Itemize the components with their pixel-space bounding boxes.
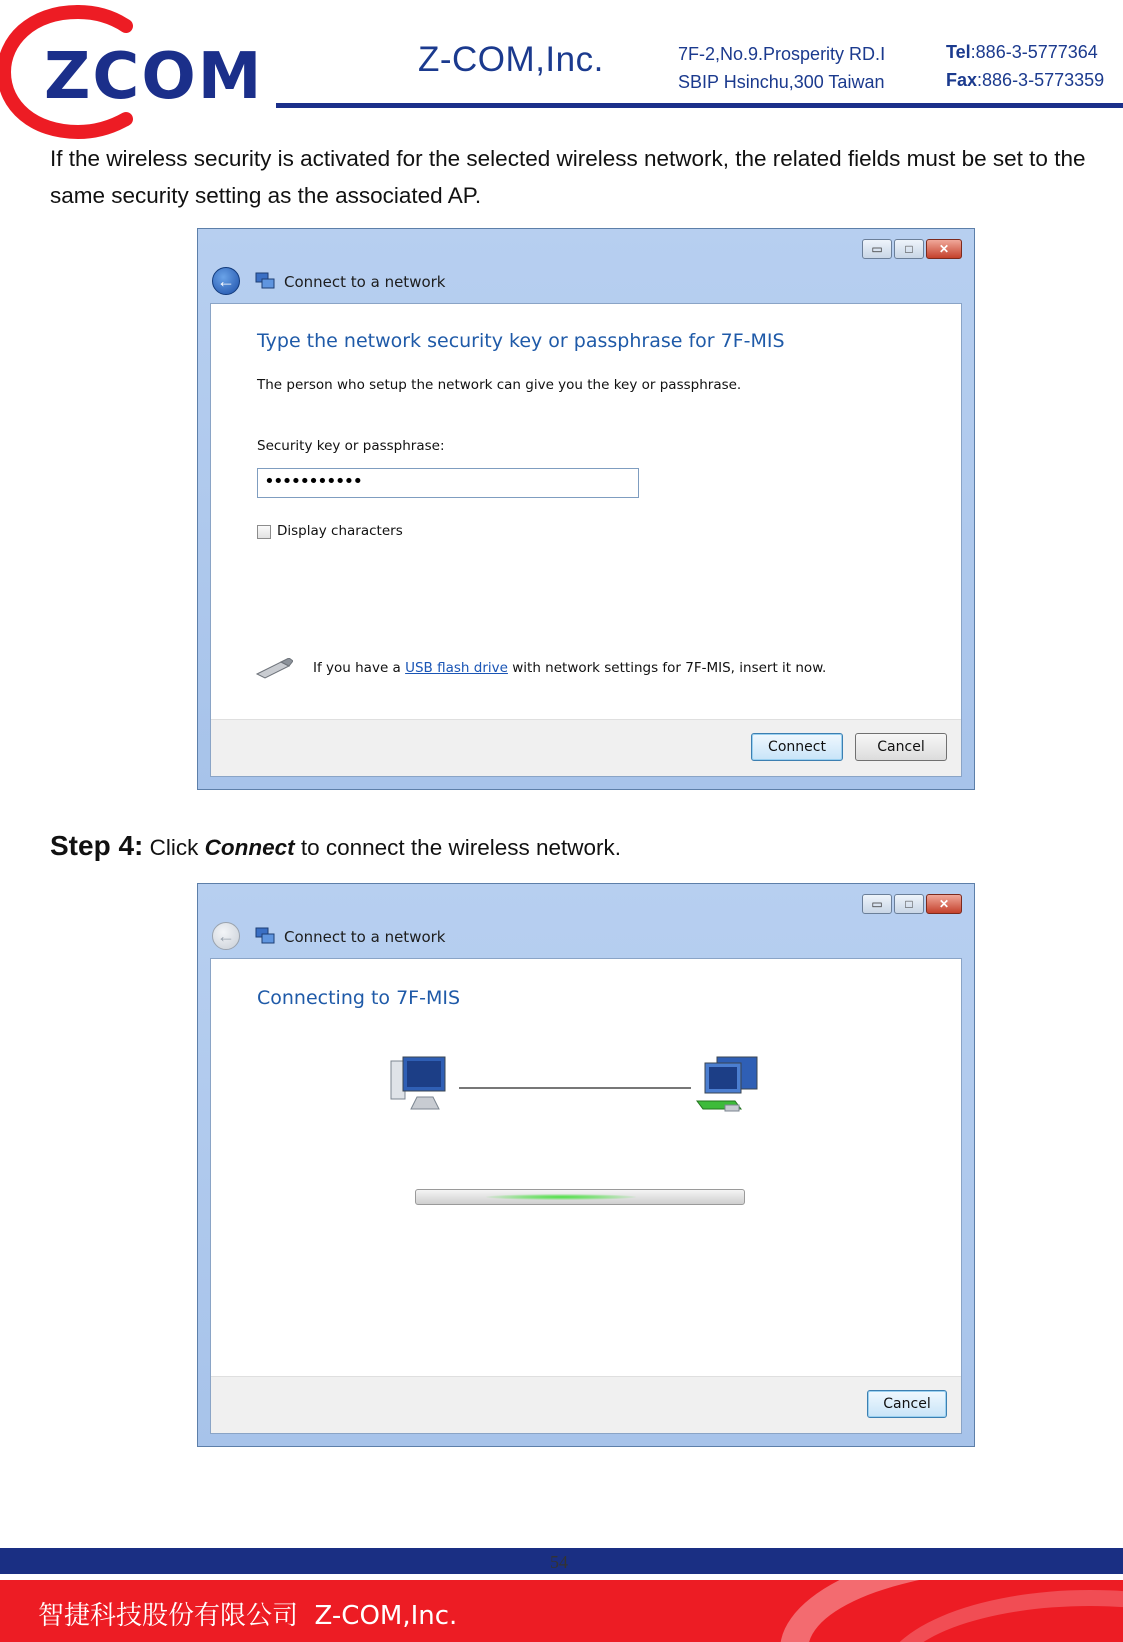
- network-icon: [254, 926, 276, 946]
- step-4-instruction: Step 4: Click Connect to connect the wireless network.: [50, 830, 622, 861]
- cancel-button[interactable]: Cancel: [855, 733, 947, 761]
- connection-progress-bar: [415, 1189, 745, 1205]
- zcom-logo: [0, 0, 280, 140]
- maximize-button[interactable]: □: [894, 894, 924, 914]
- dialog-content: [210, 958, 962, 1434]
- window-title: Connect to a network: [284, 273, 446, 291]
- dialog-content: [210, 303, 962, 777]
- progress-glow: [486, 1194, 636, 1200]
- maximize-button[interactable]: □: [894, 239, 924, 259]
- intro-paragraph: If the wireless security is activated for the selected wireless network, the related fields must be set to the same security setting as the associated AP.: [50, 146, 1086, 208]
- display-characters-checkbox[interactable]: [257, 525, 271, 539]
- connection-line: [459, 1087, 691, 1089]
- fax-line: Fax:886-3-5773359: [946, 70, 1105, 90]
- tel-line: Tel:886-3-5777364: [946, 42, 1098, 62]
- dialog-heading: Connecting to 7F-MIS: [257, 987, 461, 1009]
- back-arrow-icon: ←: [212, 922, 240, 950]
- network-icon: [254, 271, 276, 291]
- page-number: 54: [550, 1552, 568, 1572]
- minimize-button[interactable]: ▭: [862, 239, 892, 259]
- back-arrow-icon[interactable]: ←: [212, 267, 240, 295]
- dialog-description: The person who setup the network can give you the key or passphrase.: [257, 377, 742, 393]
- header-divider: [276, 103, 1123, 108]
- dialog-heading: Type the network security key or passphrase for 7F-MIS: [257, 330, 785, 352]
- security-key-label: Security key or passphrase:: [257, 438, 445, 454]
- svg-text:ZCOM: ZCOM: [44, 40, 264, 114]
- usb-hint: If you have a USB flash drive with network settings for 7F-MIS, insert it now.: [313, 660, 827, 676]
- minimize-button[interactable]: ▭: [862, 894, 892, 914]
- connect-network-dialog-key: [197, 228, 975, 790]
- computer-icon: [387, 1055, 449, 1115]
- dialog-footer: [211, 1376, 961, 1433]
- display-characters-label: Display characters: [277, 523, 403, 539]
- usb-drive-icon: [255, 658, 293, 680]
- usb-flash-drive-link[interactable]: USB flash drive: [405, 660, 508, 676]
- dialog-footer: [211, 719, 961, 776]
- window-title: Connect to a network: [284, 928, 446, 946]
- cancel-button[interactable]: Cancel: [867, 1390, 947, 1418]
- company-address: 7F-2,No.9.Prosperity RD.Ⅰ SBIP Hsinchu,300 Taiwan: [678, 44, 886, 92]
- network-computers-icon: [695, 1055, 761, 1117]
- security-key-input[interactable]: •••••••••••: [257, 468, 639, 498]
- close-button[interactable]: ✕: [926, 239, 962, 259]
- company-name: Z-COM,Inc.: [418, 40, 604, 79]
- connect-network-dialog-progress: [197, 883, 975, 1447]
- footer-company-name: 智捷科技股份有限公司 Z-COM,Inc.: [38, 1601, 458, 1631]
- connect-button[interactable]: Connect: [751, 733, 843, 761]
- close-button[interactable]: ✕: [926, 894, 962, 914]
- company-contacts: [946, 38, 1104, 94]
